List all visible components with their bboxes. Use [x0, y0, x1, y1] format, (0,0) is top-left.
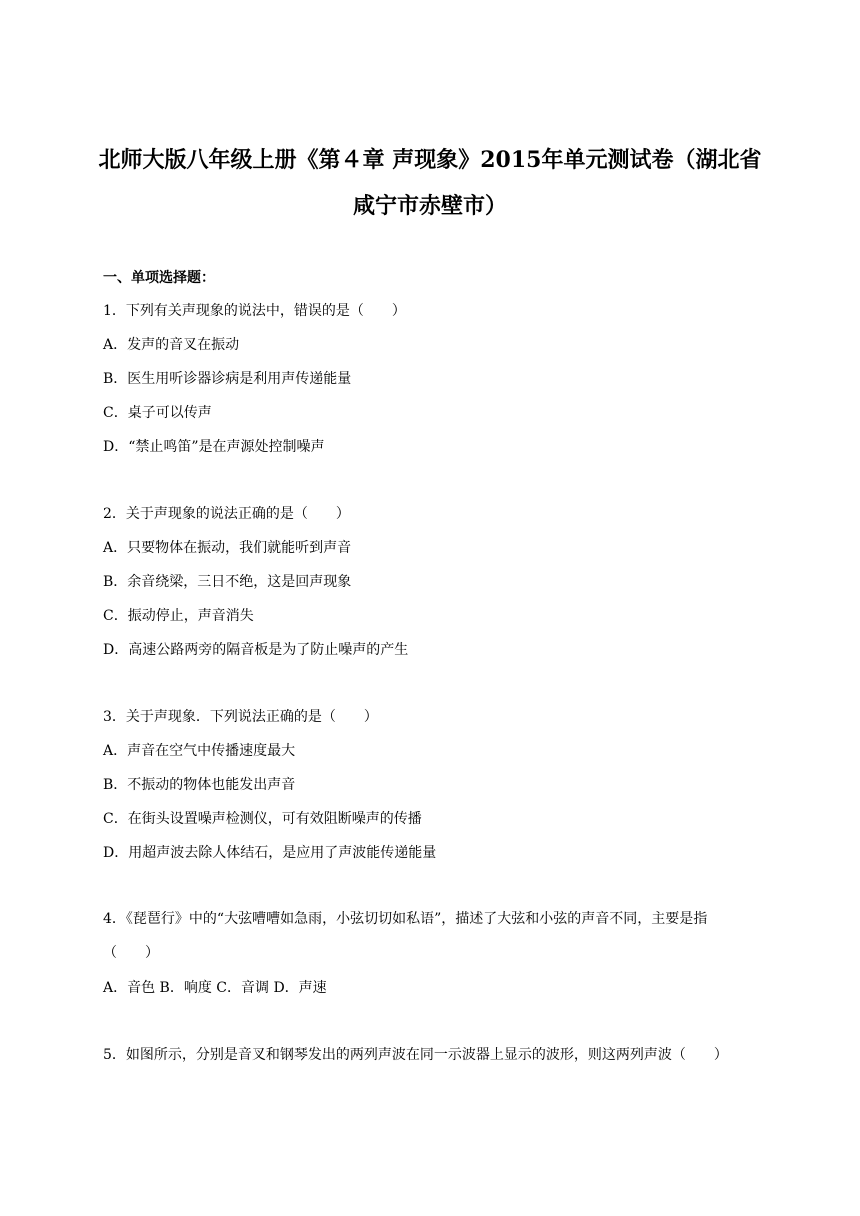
question-3-stem: 3．关于声现象．下列说法正确的是（ ） [103, 709, 378, 725]
question-2-stem: 2．关于声现象的说法正确的是（ ） [103, 506, 350, 522]
document-title-line-1: 北师大版八年级上册《第４章 声现象》2015年单元测试卷（湖北省 [98, 147, 762, 173]
question-4-options: A．音色 B．响度 C．音调 D．声速 [103, 980, 327, 996]
question-3-option-d: D．用超声波去除人体结石，是应用了声波能传递能量 [103, 845, 437, 861]
section-heading: 一、单项选择题： [103, 270, 215, 286]
question-2-option-c: C．振动停止，声音消失 [103, 608, 254, 624]
question-3-option-c: C．在街头设置噪声检测仪，可有效阻断噪声的传播 [103, 811, 422, 827]
question-1-option-b: B．医生用听诊器诊病是利用声传递能量 [103, 371, 352, 387]
question-4-stem-continued: （ ） [103, 945, 159, 961]
question-2-option-a: A．只要物体在振动，我们就能听到声音 [103, 540, 352, 556]
question-1-option-d: D．“禁止鸣笛”是在声源处控制噪声 [103, 439, 325, 455]
question-3-option-a: A．声音在空气中传播速度最大 [103, 743, 296, 759]
question-5-stem: 5．如图所示，分别是音叉和钢琴发出的两列声波在同一示波器上显示的波形，则这两列声波（ ） [103, 1047, 728, 1063]
question-4-stem: 4．《琵琶行》中的“大弦嘈嘈如急雨，小弦切切如私语”，描述了大弦和小弦的声音不同，主要是指 [103, 911, 708, 927]
question-1-option-c: C．桌子可以传声 [103, 405, 212, 421]
question-3-option-b: B．不振动的物体也能发出声音 [103, 777, 296, 793]
document-title-line-2: 咸宁市赤壁市） [352, 193, 507, 219]
question-2-option-d: D．高速公路两旁的隔音板是为了防止噪声的产生 [103, 642, 409, 658]
question-1-stem: 1．下列有关声现象的说法中，错误的是（ ） [103, 303, 406, 319]
question-2-option-b: B．余音绕梁，三日不绝，这是回声现象 [103, 574, 352, 590]
question-1-option-a: A．发声的音叉在振动 [103, 337, 240, 353]
